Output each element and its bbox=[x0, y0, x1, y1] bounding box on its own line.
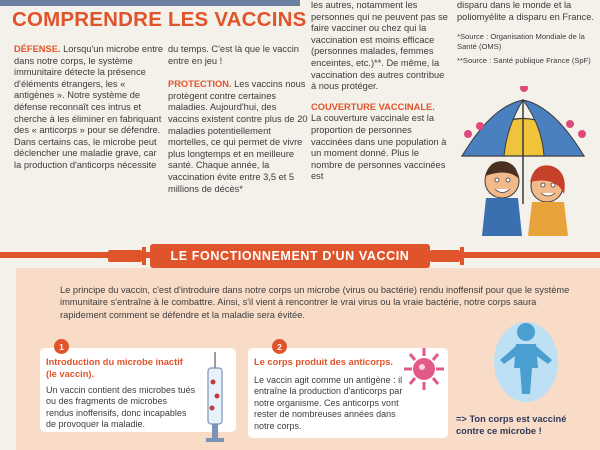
step-2-title: Le corps produit des anticorps. bbox=[254, 357, 393, 367]
step-1-text: Un vaccin contient des microbes tués ou des fragments de microbes rendus inoffensifs, donc incapables de provoquer la maladie. bbox=[46, 385, 196, 430]
coverage-text: La couverture vaccinale est la proportion de personnes vaccinées dans une population à un moment donné. Plus le nombre de personnes vaccinées est bbox=[311, 113, 447, 182]
column-defense bbox=[14, 44, 164, 172]
protection-lead: du temps. C'est là que le vaccin entre en jeu ! bbox=[168, 44, 299, 66]
step-2-text: Le vaccin agit comme un antigène : il entraîne la production d'anticorps par notre organisme. Ces anticorps vont rester de nombreuses années dans notre corps. bbox=[254, 375, 403, 431]
coverage-intro-text: les autres, notamment les personnes qui ne peuvent pas se faire vacciner ou chez qui la vaccination est moins efficace (personnes malades, femmes enceintes, etc.)**. De même, la vaccination des autres contribue à nous protéger. bbox=[311, 0, 448, 92]
subheading-coverage: COUVERTURE VACCINALE. bbox=[311, 101, 435, 112]
section-banner: LE FONCTIONNEMENT D'UN VACCIN bbox=[150, 244, 430, 268]
step-2-number: 2 bbox=[272, 339, 287, 354]
column-coverage bbox=[311, 0, 451, 183]
column-protection bbox=[168, 44, 308, 195]
syringe-left-icon bbox=[88, 246, 150, 266]
intro-paragraph: Le principe du vaccin, c'est d'introduire dans notre corps un microbe (virus ou bactérie) rendu inoffensif pour que le système immunitaire s'entraîne à le combattre. Ainsi, s'il vient à rencontrer le vrai virus ou la vraie bactérie, notre corps saura rapidement comment se défendre et la maladie sera évitée. bbox=[60, 285, 570, 320]
page-title: COMPRENDRE LES VACCINS bbox=[12, 8, 307, 31]
syringe-right-icon bbox=[430, 246, 490, 266]
source-oms: *Source : Organisation Mondiale de la Santé (OMS) bbox=[457, 32, 585, 51]
header-photo-strip bbox=[0, 0, 300, 6]
syringe-vaccine-icon bbox=[200, 352, 230, 444]
protected-body-icon bbox=[492, 316, 560, 404]
eradication-text: disparu dans le monde et la poliomyélite a disparu en France. bbox=[457, 0, 594, 22]
column-sources bbox=[457, 0, 597, 65]
umbrella-couple-illustration bbox=[452, 86, 594, 236]
conclusion-text: => Ton corps est vacciné contre ce microbe ! bbox=[456, 414, 567, 436]
keyword-defense: DÉFENSE. bbox=[14, 44, 61, 54]
step-1-number: 1 bbox=[54, 339, 69, 354]
defense-text: Lorsqu'un microbe entre dans notre corps, le système immunitaire détecte la présence d'éléments étrangers, les « antigènes ». Notre système de défense reconnaît ces intrus et cherche à les éliminer en fabriquant des « anticorps » pour se défendre. Dans certains cas, le microbe peut déclencher une maladie grave, car la production d'anticorps nécessite bbox=[14, 44, 164, 170]
source-spf: **Source : Santé publique France (SpF) bbox=[457, 56, 591, 65]
antibody-cluster-icon bbox=[402, 346, 446, 392]
protection-text: Les vaccins nous protègent contre certaines maladies. Aujourd'hui, des vaccins existent contre plus de 20 maladies potentiellement mortelles, ce qui permet de vivre plus longtemps et en meilleure santé. Chaque année, la vaccination évite entre 3,5 et 5 millions de décès* bbox=[168, 79, 308, 194]
step-1-title: Introduction du microbe inactif (le vaccin). bbox=[46, 357, 183, 379]
keyword-protection: PROTECTION. bbox=[168, 79, 232, 90]
